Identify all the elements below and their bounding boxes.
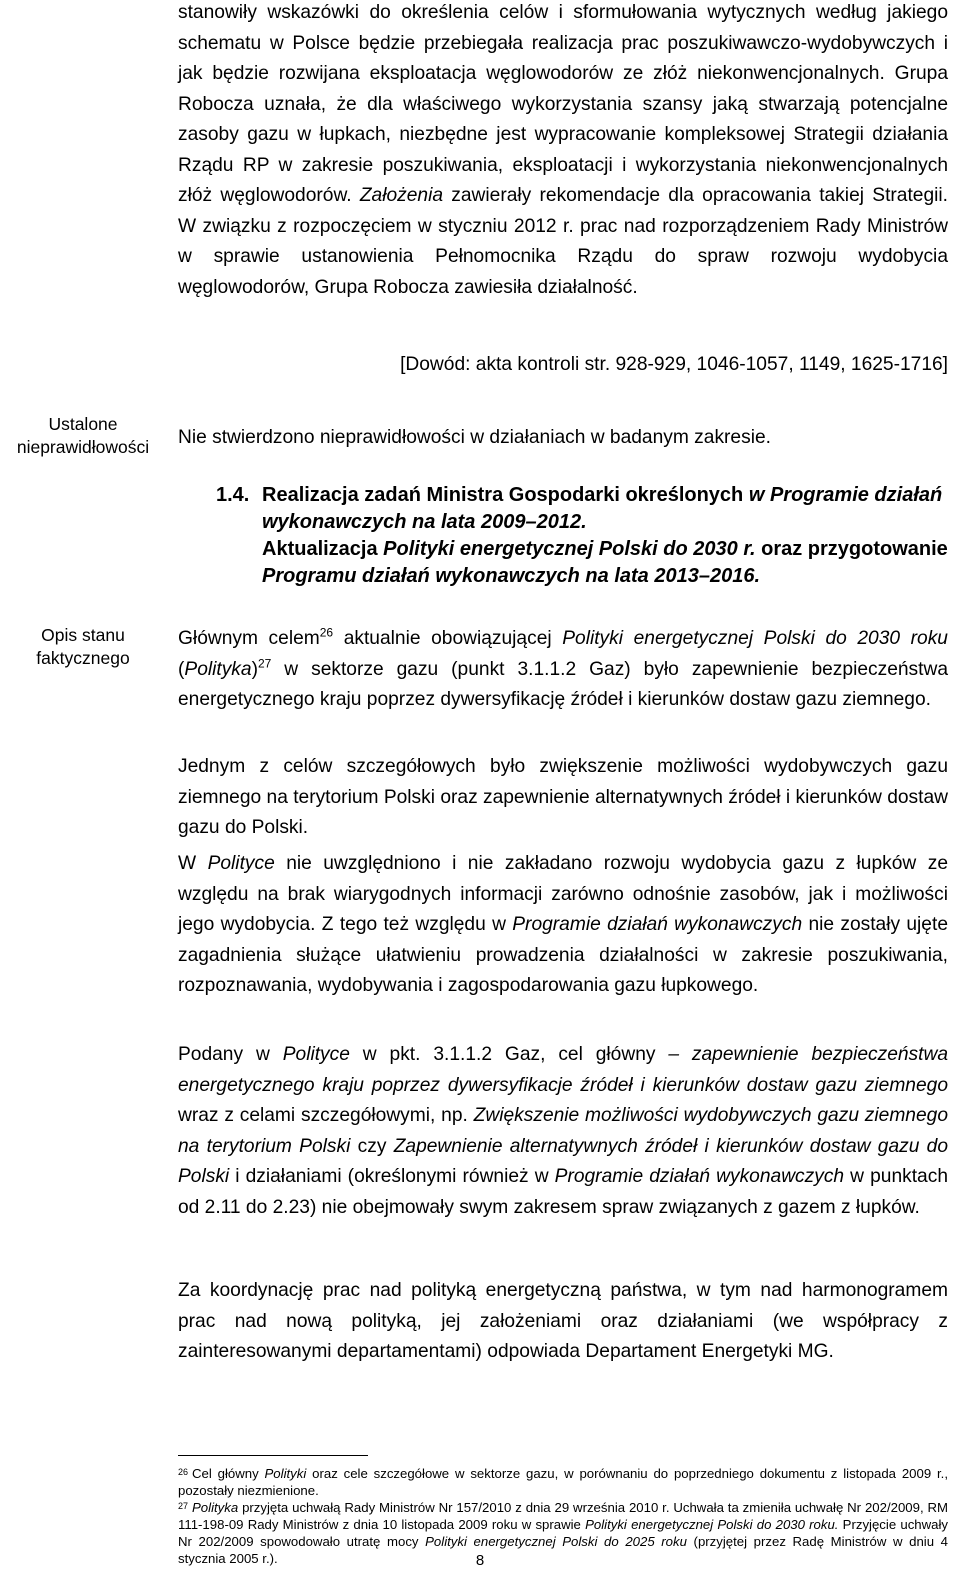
irregularities-text: Nie stwierdzono nieprawidłowości w działaniach w badanym zakresie. — [178, 427, 771, 448]
facts-paragraph-4: Podany w Polityce w pkt. 3.1.1.2 Gaz, cel główny – zapewnienie bezpieczeństwa energetycznego kraju poprzez dywersyfikacje źródeł i kierunków dostaw gazu ziemnego wraz z celami szczegółowymi, np. Zwiększenie możliwości wydobywczych gazu ziemnego na terytorium Polski czy Zapewnienie alternatywnych źródeł i kierunków dostaw gazu do Polski i działaniami (określonymi również w Programie działań wykonawczych w punktach od 2.11 do 2.23) nie obejmowały swym zakresem spraw związanych z gazem z łupków. — [178, 1044, 949, 1218]
continued-paragraph — [178, 0, 948, 303]
margin-label-facts: Opis stanu faktycznego — [36, 625, 130, 668]
footnote-ref-26: 26 — [319, 625, 334, 640]
paragraph-text: zawierały rekomendacje dla opracowania takiej Strategii. W związku z rozpoczęciem w styczniu 2012 r. prac nad rozporządzeniem Rady Ministrów w sprawie ustanowienia Pełnomocnika Rządu do spraw rozwoju wydobycia węglowodorów, Grupa Robocza zawiesiła działalność. — [178, 185, 948, 298]
evidence-reference: [Dowód: akta kontroli str. 928-929, 1046-1057, 1149, 1625-1716] — [400, 354, 948, 375]
facts-paragraph-1: Głównym celem$^{26}$ aktualnie obowiązującej Polityki energetycznej Polski do 2030 roku (Polityka)$^{27}$ w sektorze gazu (punkt 3.1.1.2 Gaz) było zapewnienie bezpieczeństwa energetycznego kraju poprzez dywersyfikację źródeł i kierunków dostaw gazu ziemnego. — [178, 625, 948, 710]
paragraph-text: stanowiły wskazówki do określenia celów i sformułowania wytycznych według jakiego schematu w Polsce będzie przebiegała realizacja prac poszukiwawczo-wydobywczych i jak będzie rozwijana eksploatacja węglowodorów ze złóż niekonwencjonalnych. Grupa Robocza uznała, że dla właściwego wykorzystania szansy jaką stwarzają potencjalne zasoby gazu w łupkach, niezbędne jest wypracowanie kompleksowej Strategii działania Rządu RP w zakresie poszukiwania, eksploatacji i wykorzystania niekonwencjonalnych złóż węglowodorów. — [178, 2, 948, 206]
facts-paragraph-3: W Polityce nie uwzględniono i nie zakładano rozwoju wydobycia gazu z łupków ze względu na brak wiarygodnych informacji zarówno odnośnie zasobów, jak i możliwości jego wydobycia. Z tego też względu w Programie działań wykonawczych nie zostały ujęte zagadnienia służące ułatwieniu prowadzenia działalności w zakresie poszukiwania, rozpoznawania, wydobywania i zagospodarowania gazu łupkowego. — [178, 853, 948, 996]
footnote-separator — [178, 1455, 368, 1456]
italic-term: Założenia — [359, 185, 444, 206]
footnote-ref-27: 27 — [257, 656, 272, 671]
margin-label-irregularities: Ustalone nieprawidłowości — [16, 414, 150, 457]
facts-paragraph-5: Za koordynację prac nad polityką energetyczną państwa, w tym nad harmonogramem prac nad nową polityką, jej założeniami oraz działaniami (we współpracy z zainteresowanymi departamentami) odpowiada Departament Energetyki MG. — [178, 1280, 948, 1362]
section-heading: 1.4. Realizacja zadań Ministra Gospodarki określonych w Programie działań wykonawczych na lata 2009–2012. Aktualizacja Polityki energetycznej Polski do 2030 r. oraz przygotowanie Programu działań wykonawczych na lata 2013–2016. — [216, 484, 948, 587]
page-number: 8 — [475, 1552, 485, 1569]
section-number: 1.4. — [216, 484, 250, 506]
footnote-26: $^{26}$ Cel główny Polityki oraz cele szczegółowe w sektorze gazu, w porównaniu do poprzedniego dokumentu z listopada 2009 r., pozostały niezmienione. — [178, 1466, 948, 1498]
facts-paragraph-2: Jednym z celów szczegółowych było zwiększenie możliwości wydobywczych gazu ziemnego na terytorium Polski oraz zapewnienie alternatywnych źródeł i kierunków dostaw gazu do Polski. — [178, 756, 949, 838]
footnote-27: $^{27}$ Polityka przyjęta uchwałą Rady Ministrów Nr 157/2010 z dnia 29 września 2010 r. Uchwała ta zmieniła uchwałę Nr 202/2009, RM 111-198-09 Rady Ministrów z dnia 10 listopada 2009 roku w sprawie Polityki energetycznej Polski do 2030 roku. Przyjęcie uchwały Nr 202/2009 spowodowało utratę mocy Polityki energetycznej Polski do 2025 roku (przyjętej przez Radę Ministrów w dniu 4 stycznia 2005 r.). — [178, 1500, 949, 1566]
